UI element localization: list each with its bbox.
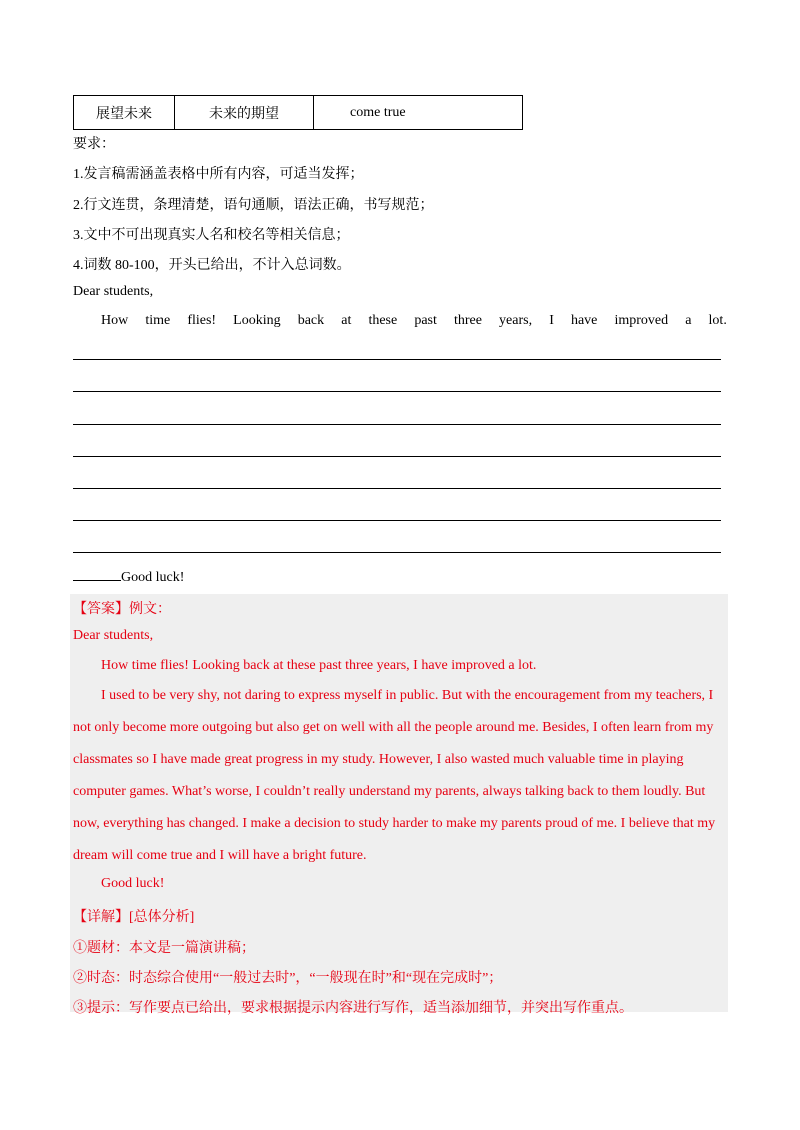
opening-word: have <box>570 313 598 328</box>
opening-word: three <box>453 313 482 328</box>
opening-word: years, <box>499 313 533 328</box>
requirement-item: 1.发言稿需涵盖表格中所有内容，可适当发挥； <box>73 167 364 182</box>
table-row <box>74 96 523 130</box>
opening-word: lot. <box>708 313 727 328</box>
requirement-item: 3.文中不可出现真实人名和校名等相关信息； <box>73 228 350 243</box>
opening-word: back <box>297 313 325 328</box>
opening-word: time <box>145 313 171 328</box>
analysis-item: ②时态：时态综合使用“一般过去时”，“一般现在时”和“现在完成时”； <box>73 971 503 986</box>
analysis-item: ①题材：本文是一篇演讲稿； <box>73 941 255 956</box>
opening-word: past <box>414 313 437 328</box>
blank-underline <box>73 568 121 581</box>
requirements-title: 要求： <box>73 137 115 152</box>
opening-word: I <box>549 313 554 328</box>
writing-line <box>73 520 721 521</box>
opening-word: Looking <box>233 313 281 328</box>
closing-line <box>73 568 184 586</box>
requirement-item: 4.词数 80-100，开头已给出，不计入总词数。 <box>73 258 351 273</box>
topic-table <box>73 95 523 130</box>
table-cell-phrase: come true <box>314 96 523 130</box>
analysis-item: ③提示：写作要点已给出，要求根据提示内容进行写作，适当添加细节，并突出写作重点。 <box>73 1001 633 1016</box>
analysis-header: 【详解】[总体分析] <box>73 910 195 925</box>
opening-word: improved <box>614 313 669 328</box>
answer-salutation: Dear students, <box>73 628 154 643</box>
table-cell-topic: 展望未来 <box>74 96 175 130</box>
salutation: Dear students, <box>73 284 154 299</box>
writing-line <box>73 391 721 392</box>
writing-line <box>73 552 721 553</box>
requirement-item: 2.行文连贯，条理清楚，语句通顺，语法正确，书写规范； <box>73 198 434 213</box>
writing-line <box>73 359 721 360</box>
opening-word: How <box>101 313 129 328</box>
writing-line <box>73 488 721 489</box>
closing-text: Good luck! <box>121 570 185 585</box>
opening-word: these <box>368 313 398 328</box>
writing-line <box>73 456 721 457</box>
opening-word: a <box>685 313 692 328</box>
answer-header: 【答案】例文： <box>73 602 171 617</box>
answer-body: I used to be very shy, not daring to express myself in public. But with the encouragement from my teachers, I not only become more outgoing but also get on well with all the people around me. Besides, I often learn from my classmates so I have made great progress in my study. However, I also wasted much valuable time in playing computer games. What’s worse, I couldn’t really understand my parents, always talking back to them loudly. But now, everything has changed. I make a decision to study harder to make my parents proud of me. I believe that my dream will come true and I will have a bright future. <box>73 688 716 863</box>
answer-closing: Good luck! <box>101 876 165 891</box>
opening-word: flies! <box>187 313 217 328</box>
answer-opening: How time flies! Looking back at these past three years, I have improved a lot. <box>101 658 537 673</box>
table-cell-content: 未来的期望 <box>175 96 314 130</box>
opening-sentence <box>101 313 727 329</box>
opening-word: at <box>341 313 352 328</box>
writing-line <box>73 424 721 425</box>
